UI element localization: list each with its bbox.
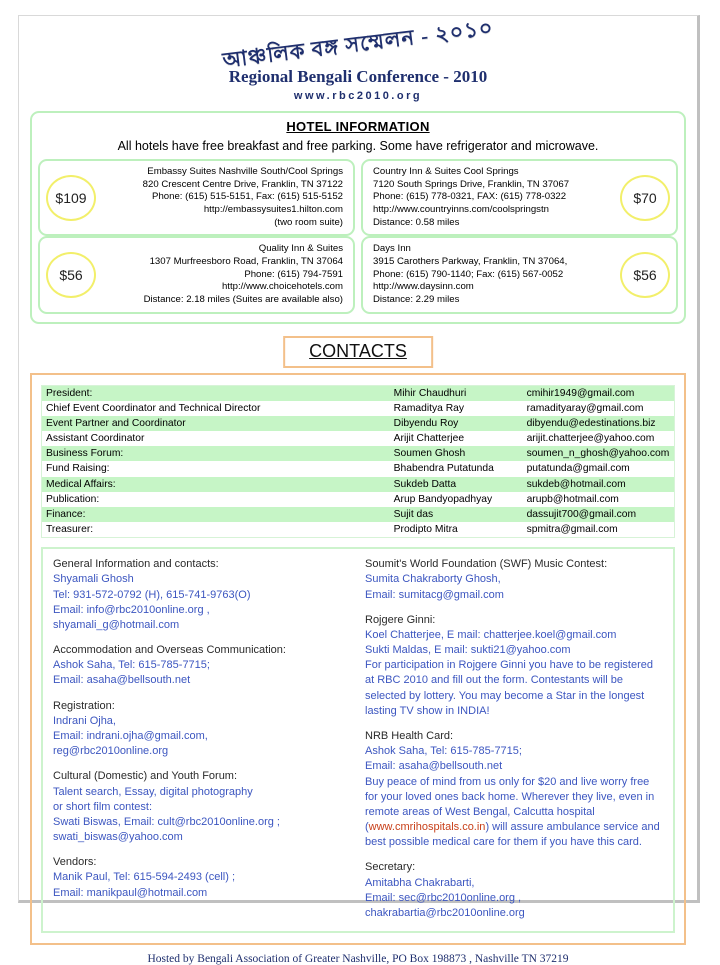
hotel-price-badge: $56: [620, 252, 670, 298]
info-group-line: Manik Paul, Tel: 615-594-2493 (cell) ;: [53, 871, 236, 884]
info-group-line: Swati Biswas, Email: cult@rbc2010online.org ;: [53, 815, 280, 828]
contact-email[interactable]: arijit.chatterjee@yahoo.com: [523, 431, 675, 446]
contact-email[interactable]: putatunda@gmail.com: [523, 461, 675, 476]
hotel-details: [96, 166, 347, 229]
info-group-heading: Rojgere Ginni:: [365, 613, 436, 626]
hotel-price-badge: $56: [46, 252, 96, 298]
info-group-line: best possible medical care for them if you have this card.: [365, 836, 642, 849]
info-group: [365, 557, 663, 603]
hotel-card-row: [38, 236, 678, 313]
info-group-line: Email: manikpaul@hotmail.com: [53, 886, 208, 899]
hotel-card: [38, 159, 355, 236]
table-row: [42, 446, 675, 461]
general-information-section: [41, 547, 675, 933]
table-row: [42, 507, 675, 522]
info-group-heading: Registration:: [53, 699, 115, 712]
table-row: [42, 492, 675, 507]
info-group-line: Email: asaha@bellsouth.net: [53, 674, 191, 687]
info-group-line: Sukti Maldas, E mail: sukti21@yahoo.com: [365, 644, 571, 657]
contact-email[interactable]: sukdeb@hotmail.com: [523, 477, 675, 492]
page-footer: Hosted by Bengali Association of Greater Nashville, PO Box 198873 , Nashville TN 37219: [147, 953, 569, 965]
info-group-line: for your loved ones back home. Wherever they live, even in: [365, 790, 655, 803]
document-page: [18, 15, 700, 965]
info-group-line: Tel: 931-572-0792 (H), 615-741-9763(O): [53, 588, 251, 601]
info-group-line: Amitabha Chakrabarti,: [365, 876, 475, 889]
info-group-line: swati_biswas@yahoo.com: [53, 831, 183, 844]
contact-role: Medical Affairs:: [42, 477, 390, 492]
contact-name: Bhabendra Putatunda: [390, 461, 523, 476]
info-group: [53, 699, 351, 760]
info-group: [53, 855, 351, 901]
hotel-information-subheading: All hotels have free breakfast and free parking. Some have refrigerator and microwave.: [117, 139, 599, 153]
info-group-line: Email: asaha@bellsouth.net: [365, 760, 503, 773]
hotel-detail-line: http://www.countryinns.com/coolspringstn: [373, 203, 549, 215]
contact-name: Ramaditya Ray: [390, 401, 523, 416]
contact-role: Finance:: [42, 507, 390, 522]
contact-email[interactable]: dassujit700@gmail.com: [523, 507, 675, 522]
contact-role: Publication:: [42, 492, 390, 507]
contact-email[interactable]: ramadityaray@gmail.com: [523, 401, 675, 416]
hotel-detail-line: Distance: 2.18 miles (Suites are available also): [143, 293, 343, 305]
info-group-line: Buy peace of mind from us only for $20 and live worry free: [365, 775, 650, 788]
page-header: [30, 16, 686, 102]
contacts-title-wrap: [30, 336, 686, 362]
hotel-detail-line: 820 Crescent Centre Drive, Franklin, TN 37122: [142, 178, 343, 190]
hotel-detail-line: Distance: 0.58 miles: [373, 216, 460, 228]
hotel-details: [96, 243, 347, 306]
hotel-detail-line: Distance: 2.29 miles: [373, 293, 460, 305]
contact-role: President:: [42, 385, 390, 401]
contact-email[interactable]: soumen_n_ghosh@yahoo.com: [523, 446, 675, 461]
contact-name: Arup Bandyopadhyay: [390, 492, 523, 507]
hotel-information-heading: HOTEL INFORMATION: [286, 119, 430, 134]
contact-email[interactable]: spmitra@gmail.com: [523, 522, 675, 538]
hotel-card-grid: [38, 159, 678, 314]
hotel-detail-line: Days Inn: [373, 243, 411, 255]
contacts-container: [30, 373, 686, 946]
contact-role: Assistant Coordinator: [42, 431, 390, 446]
info-group: [365, 860, 663, 921]
info-group-heading: Soumit's World Foundation (SWF) Music Contest:: [365, 558, 608, 571]
contact-role: Fund Raising:: [42, 461, 390, 476]
info-group-heading: NRB Health Card:: [365, 730, 454, 742]
info-group: [365, 613, 663, 719]
info-group-line: Email: info@rbc2010online.org ,: [53, 603, 210, 616]
hotel-detail-line: Quality Inn & Suites: [258, 243, 343, 255]
hotel-card-row: [38, 159, 678, 236]
info-group-line: Email: sec@rbc2010online.org , chakrabartia@rbc2010online.org: [365, 891, 525, 919]
hotel-detail-line: Phone: (615) 794-7591: [244, 268, 343, 280]
contacts-section-title: CONTACTS: [283, 336, 433, 368]
table-row: [42, 401, 675, 416]
info-column-left: [53, 557, 351, 921]
contact-role: Treasurer:: [42, 522, 390, 538]
hotel-card: [38, 236, 355, 313]
table-row: [42, 522, 675, 538]
hotel-details: [369, 243, 620, 306]
contact-name: Prodipto Mitra: [390, 522, 523, 538]
contact-name: Dibyendu Roy: [390, 416, 523, 431]
hotel-detail-line: http://www.daysinn.com: [373, 281, 474, 293]
hotel-detail-line: Phone: (615) 778-0321, FAX: (615) 778-0322: [373, 191, 567, 203]
info-group: [53, 769, 351, 845]
conference-url[interactable]: www.rbc2010.org: [293, 90, 423, 102]
info-group-line: (www.cmrihospitals.co.in) will assure ambulance service and: [365, 821, 660, 834]
hotel-price-badge: $70: [620, 175, 670, 221]
table-row: [42, 431, 675, 446]
info-group-line: For participation in Rojgere Ginni you have to be registered: [365, 659, 653, 672]
contact-email[interactable]: dibyendu@edestinations.biz: [523, 416, 675, 431]
hotel-card: [361, 159, 678, 236]
info-group-line: shyamali_g@hotmail.com: [53, 618, 180, 631]
info-group-heading: Accommodation and Overseas Communication:: [53, 644, 286, 657]
hotel-detail-line: http://www.choicehotels.com: [221, 281, 343, 293]
contact-email[interactable]: cmihir1949@gmail.com: [523, 385, 675, 401]
contacts-table: [41, 385, 675, 539]
contact-name: Soumen Ghosh: [390, 446, 523, 461]
hotel-information-section: [30, 111, 686, 324]
hotel-detail-line: Phone: (615) 790-1140; Fax: (615) 567-0052: [373, 268, 564, 280]
hotel-detail-line: Phone: (615) 515-5151, Fax: (615) 515-5152: [152, 191, 343, 203]
info-group-heading: General Information and contacts:: [53, 558, 219, 571]
hotel-detail-line: 3915 Carothers Parkway, Franklin, TN 37064,: [373, 255, 568, 267]
info-group-line: Email: indrani.ojha@gmail.com,: [53, 730, 208, 742]
info-group-line: Indrani Ojha,: [53, 714, 116, 727]
hotel-detail-line: Embassy Suites Nashville South/Cool Springs: [147, 166, 343, 177]
info-group-line: lasting TV show in INDIA!: [365, 704, 490, 717]
conference-title: Regional Bengali Conference - 2010: [228, 67, 488, 86]
contact-name: Mihir Chaudhuri: [390, 385, 523, 401]
hotel-detail-line: (two room suite): [274, 216, 343, 228]
info-group-line: selected by lottery. You may become a Star in the longest: [365, 689, 645, 702]
bengali-logo-text: আঞ্চলিক বঙ্গ সম্মেলন - ২০১০: [221, 15, 495, 73]
contact-name: Sukdeb Datta: [390, 477, 523, 492]
info-group-line: or short film contest:: [53, 800, 153, 813]
table-row: [42, 416, 675, 431]
hotel-detail-line: 7120 South Springs Drive, Franklin, TN 37067: [373, 178, 570, 190]
info-group-line: at RBC 2010 and fill out the form. Contestants will be: [365, 674, 624, 687]
info-group-line: Sumita Chakraborty Ghosh,: [365, 573, 501, 586]
table-row: [42, 385, 675, 401]
hospital-website-link[interactable]: www.cmrihospitals.co.in: [368, 821, 486, 834]
info-column-right: [365, 557, 663, 921]
info-group-line: Ashok Saha, Tel: 615-785-7715;: [53, 659, 210, 672]
hotel-detail-line: Country Inn & Suites Cool Springs: [373, 166, 519, 177]
hotel-price-badge: $109: [46, 175, 96, 221]
info-group: [53, 643, 351, 689]
contacts-table-body: [42, 385, 675, 538]
info-group-line: Talent search, Essay, digital photography: [53, 785, 253, 798]
contact-name: Sujit das: [390, 507, 523, 522]
table-row: [42, 461, 675, 476]
info-group-line: remote areas of West Bengal, Calcutta hospital: [365, 805, 595, 818]
contact-email[interactable]: arupb@hotmail.com: [523, 492, 675, 507]
info-group-heading: Vendors:: [53, 856, 97, 869]
info-group-line: Shyamali Ghosh: [53, 573, 134, 586]
info-group-heading: Cultural (Domestic) and Youth Forum:: [53, 770, 238, 783]
hotel-detail-line: http://embassysuites1.hilton.com: [203, 203, 343, 215]
info-group: [53, 557, 351, 633]
hotel-details: [369, 166, 620, 229]
hotel-detail-line: 1307 Murfreesboro Road, Franklin, TN 37064: [149, 255, 343, 267]
contact-role: Business Forum:: [42, 446, 390, 461]
table-row: [42, 477, 675, 492]
contact-name: Arijit Chatterjee: [390, 431, 523, 446]
info-group-line: Ashok Saha, Tel: 615-785-7715;: [365, 745, 522, 758]
info-group-heading: Secretary:: [365, 861, 416, 874]
contact-role: Event Partner and Coordinator: [42, 416, 390, 431]
info-group: [365, 729, 663, 850]
info-group-line: reg@rbc2010online.org: [53, 745, 169, 758]
hotel-card: [361, 236, 678, 313]
info-group-line: Email: sumitacg@gmail.com: [365, 588, 504, 601]
info-group-line: Koel Chatterjee, E mail: chatterjee.koel@gmail.com: [365, 628, 617, 641]
contact-role: Chief Event Coordinator and Technical Director: [42, 401, 390, 416]
